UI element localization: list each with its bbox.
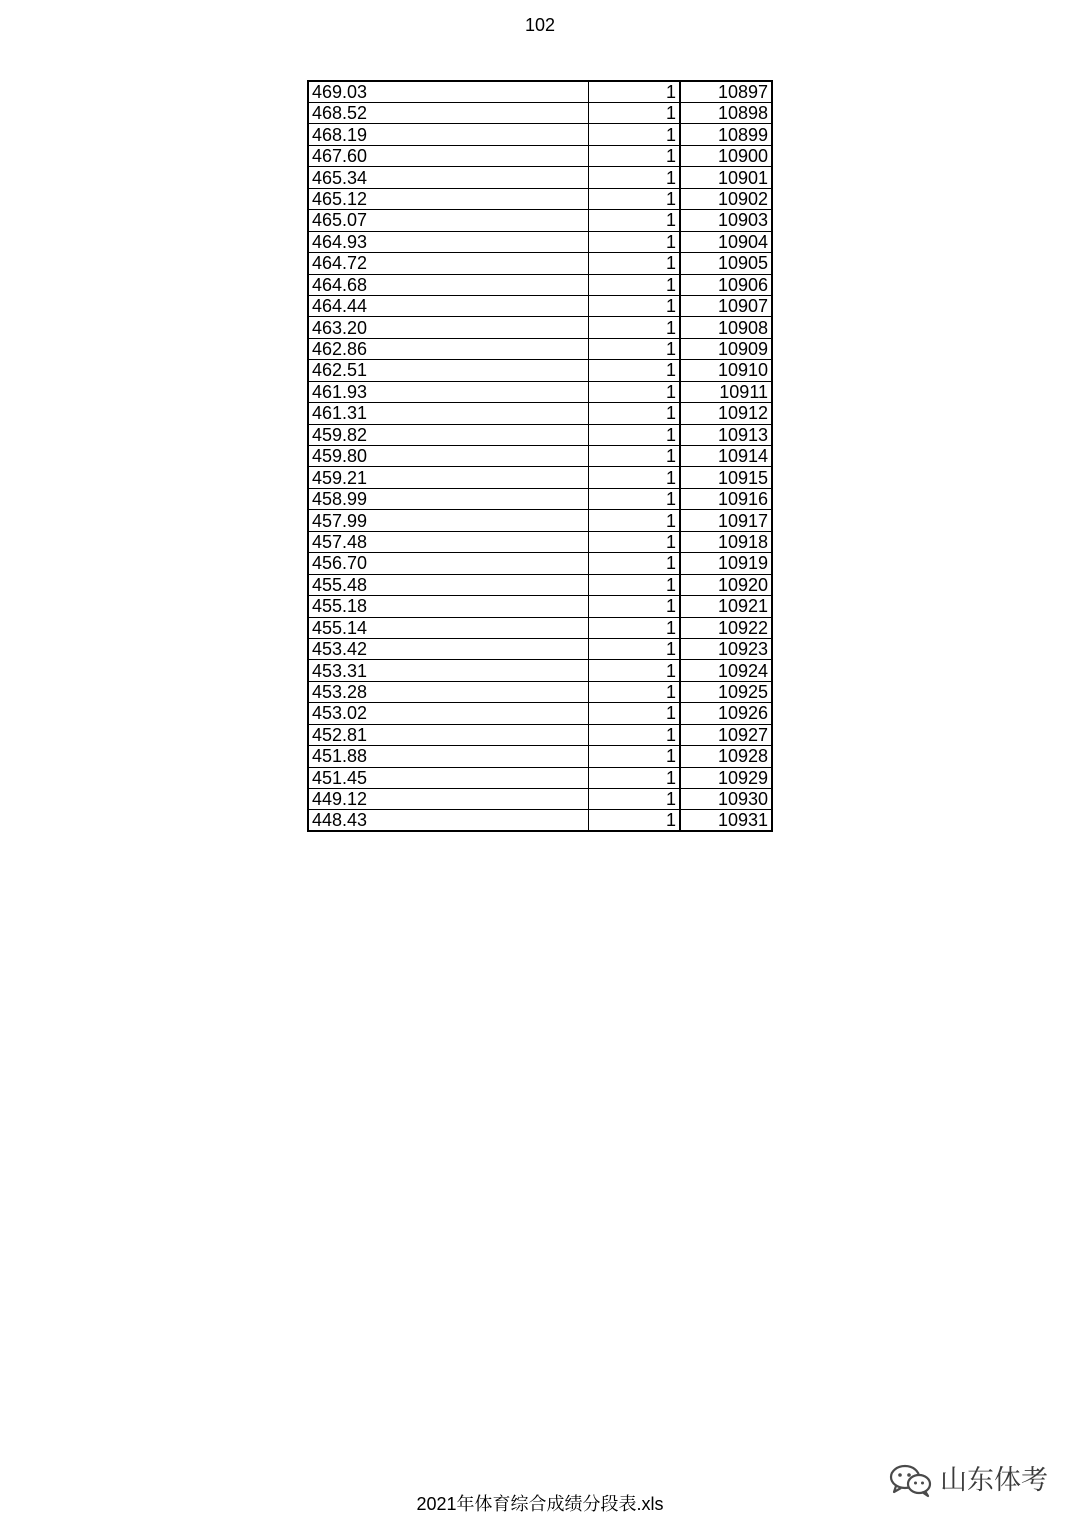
count-cell: 1	[588, 574, 680, 595]
count-cell: 1	[588, 638, 680, 659]
cumulative-cell: 10905	[680, 253, 772, 274]
cumulative-cell: 10921	[680, 596, 772, 617]
table-row	[308, 231, 772, 252]
cumulative-cell: 10899	[680, 124, 772, 145]
table-row	[308, 767, 772, 788]
cumulative-cell: 10930	[680, 789, 772, 810]
score-cell: 457.99	[308, 510, 588, 531]
score-cell: 464.44	[308, 295, 588, 316]
wechat-icon	[888, 1462, 934, 1498]
score-cell: 455.18	[308, 596, 588, 617]
table-row	[308, 210, 772, 231]
table-row	[308, 424, 772, 445]
count-cell: 1	[588, 617, 680, 638]
cumulative-cell: 10916	[680, 488, 772, 509]
table-row	[308, 167, 772, 188]
cumulative-cell: 10924	[680, 660, 772, 681]
table-row	[308, 660, 772, 681]
count-cell: 1	[588, 317, 680, 338]
score-cell: 461.93	[308, 381, 588, 402]
table-row	[308, 574, 772, 595]
score-cell: 449.12	[308, 789, 588, 810]
cumulative-cell: 10918	[680, 531, 772, 552]
count-cell: 1	[588, 81, 680, 103]
table-row	[308, 703, 772, 724]
cumulative-cell: 10898	[680, 103, 772, 124]
count-cell: 1	[588, 381, 680, 402]
count-cell: 1	[588, 295, 680, 316]
score-cell: 455.48	[308, 574, 588, 595]
score-cell: 465.34	[308, 167, 588, 188]
score-cell: 468.52	[308, 103, 588, 124]
count-cell: 1	[588, 724, 680, 745]
cumulative-cell: 10902	[680, 188, 772, 209]
cumulative-cell: 10904	[680, 231, 772, 252]
cumulative-cell: 10913	[680, 424, 772, 445]
score-cell: 464.72	[308, 253, 588, 274]
count-cell: 1	[588, 510, 680, 531]
cumulative-cell: 10914	[680, 446, 772, 467]
cumulative-cell: 10925	[680, 681, 772, 702]
score-cell: 465.12	[308, 188, 588, 209]
count-cell: 1	[588, 338, 680, 359]
count-cell: 1	[588, 167, 680, 188]
score-cell: 456.70	[308, 553, 588, 574]
cumulative-cell: 10912	[680, 403, 772, 424]
cumulative-cell: 10923	[680, 638, 772, 659]
score-cell: 458.99	[308, 488, 588, 509]
count-cell: 1	[588, 231, 680, 252]
table-row	[308, 810, 772, 832]
table-row	[308, 145, 772, 166]
table-row	[308, 617, 772, 638]
score-cell: 468.19	[308, 124, 588, 145]
cumulative-cell: 10929	[680, 767, 772, 788]
count-cell: 1	[588, 253, 680, 274]
score-cell: 459.82	[308, 424, 588, 445]
score-cell: 448.43	[308, 810, 588, 832]
table-row	[308, 403, 772, 424]
score-cell: 451.45	[308, 767, 588, 788]
count-cell: 1	[588, 210, 680, 231]
count-cell: 1	[588, 681, 680, 702]
cumulative-cell: 10900	[680, 145, 772, 166]
table-row	[308, 724, 772, 745]
cumulative-cell: 10915	[680, 467, 772, 488]
count-cell: 1	[588, 767, 680, 788]
count-cell: 1	[588, 703, 680, 724]
count-cell: 1	[588, 810, 680, 832]
score-cell: 462.51	[308, 360, 588, 381]
count-cell: 1	[588, 360, 680, 381]
score-cell: 453.02	[308, 703, 588, 724]
cumulative-cell: 10919	[680, 553, 772, 574]
cumulative-cell: 10910	[680, 360, 772, 381]
table-row	[308, 381, 772, 402]
table-row	[308, 188, 772, 209]
cumulative-cell: 10931	[680, 810, 772, 832]
score-cell: 469.03	[308, 81, 588, 103]
score-cell: 459.21	[308, 467, 588, 488]
cumulative-cell: 10907	[680, 295, 772, 316]
count-cell: 1	[588, 596, 680, 617]
count-cell: 1	[588, 145, 680, 166]
table-row	[308, 81, 772, 103]
score-cell: 459.80	[308, 446, 588, 467]
score-table	[307, 80, 773, 832]
score-cell: 451.88	[308, 746, 588, 767]
count-cell: 1	[588, 403, 680, 424]
table-row	[308, 510, 772, 531]
cumulative-cell: 10901	[680, 167, 772, 188]
score-cell: 467.60	[308, 145, 588, 166]
cumulative-cell: 10928	[680, 746, 772, 767]
score-cell: 463.20	[308, 317, 588, 338]
table-row	[308, 467, 772, 488]
score-cell: 465.07	[308, 210, 588, 231]
watermark-text: 山东体考	[940, 1465, 1048, 1495]
count-cell: 1	[588, 446, 680, 467]
score-cell: 455.14	[308, 617, 588, 638]
table-row	[308, 488, 772, 509]
cumulative-cell: 10903	[680, 210, 772, 231]
cumulative-cell: 10922	[680, 617, 772, 638]
cumulative-cell: 10897	[680, 81, 772, 103]
table-row	[308, 338, 772, 359]
count-cell: 1	[588, 553, 680, 574]
score-cell: 464.68	[308, 274, 588, 295]
table-row	[308, 317, 772, 338]
count-cell: 1	[588, 488, 680, 509]
score-cell: 453.31	[308, 660, 588, 681]
count-cell: 1	[588, 789, 680, 810]
count-cell: 1	[588, 660, 680, 681]
table-row	[308, 681, 772, 702]
count-cell: 1	[588, 274, 680, 295]
cumulative-cell: 10926	[680, 703, 772, 724]
table-row	[308, 789, 772, 810]
score-cell: 462.86	[308, 338, 588, 359]
table-row	[308, 531, 772, 552]
table-row	[308, 638, 772, 659]
cumulative-cell: 10927	[680, 724, 772, 745]
table-row	[308, 596, 772, 617]
table-row	[308, 295, 772, 316]
score-cell: 453.28	[308, 681, 588, 702]
count-cell: 1	[588, 531, 680, 552]
table-row	[308, 553, 772, 574]
score-cell: 453.42	[308, 638, 588, 659]
score-cell: 464.93	[308, 231, 588, 252]
count-cell: 1	[588, 467, 680, 488]
count-cell: 1	[588, 424, 680, 445]
watermark	[888, 1460, 1048, 1500]
table-row	[308, 124, 772, 145]
table-body	[308, 81, 772, 831]
table-row	[308, 746, 772, 767]
cumulative-cell: 10909	[680, 338, 772, 359]
footer-file-name: 2021年体育综合成绩分段表.xls	[416, 1494, 664, 1514]
cumulative-cell: 10908	[680, 317, 772, 338]
count-cell: 1	[588, 103, 680, 124]
cumulative-cell: 10906	[680, 274, 772, 295]
score-cell: 461.31	[308, 403, 588, 424]
count-cell: 1	[588, 124, 680, 145]
score-cell: 452.81	[308, 724, 588, 745]
score-cell: 457.48	[308, 531, 588, 552]
count-cell: 1	[588, 188, 680, 209]
table-row	[308, 253, 772, 274]
cumulative-cell: 10917	[680, 510, 772, 531]
table-row	[308, 274, 772, 295]
table-row	[308, 446, 772, 467]
cumulative-cell: 10911	[680, 381, 772, 402]
page-number: 102	[524, 15, 556, 35]
cumulative-cell: 10920	[680, 574, 772, 595]
table-row	[308, 360, 772, 381]
table-row	[308, 103, 772, 124]
count-cell: 1	[588, 746, 680, 767]
